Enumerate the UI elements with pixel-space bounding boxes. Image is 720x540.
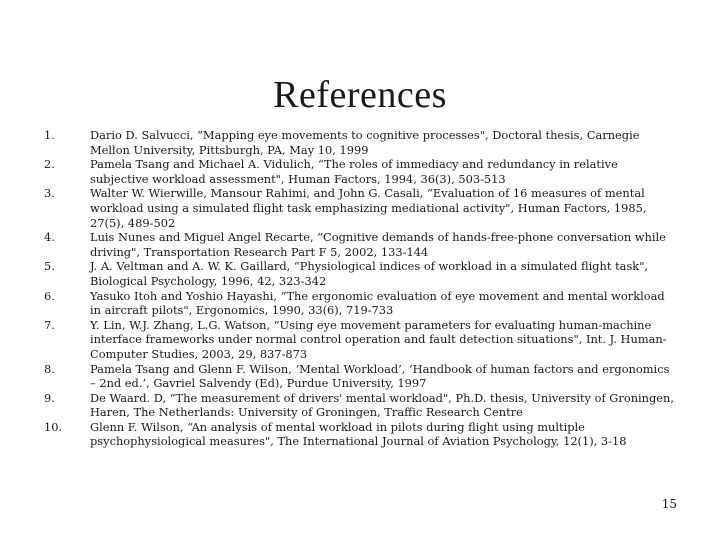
reference-number: 8.	[44, 361, 55, 376]
list-item	[44, 128, 676, 157]
reference-number: 10.	[44, 419, 63, 434]
reference-number: 2.	[44, 157, 55, 172]
list-item	[44, 289, 676, 318]
reference-text: De Waard. D, “The measurement of drivers' mental workload", Ph.D. thesis, University of Groningen, Haren, The Netherlands: University of Groningen, Traffic Research Centre	[90, 390, 674, 420]
reference-number: 9.	[44, 390, 55, 405]
reference-text: Y. Lin, W.J. Zhang, L.G. Watson, “Using eye movement parameters for evaluating human-machine interface frameworks under normal control operation and fault detection situations", Int. J. Human-Computer Studies, 2003, 29, 837-873	[90, 317, 667, 361]
list-item	[44, 391, 676, 420]
list-item	[44, 186, 676, 230]
reference-list	[44, 128, 676, 449]
reference-text: Luis Nunes and Miguel Angel Recarte, “Cognitive demands of hands-free-phone conversation while driving", Transportation Research Part F 5, 2002, 133-144	[90, 230, 666, 259]
list-item	[44, 420, 676, 449]
list-item	[44, 318, 676, 362]
reference-number: 1.	[44, 128, 55, 142]
reference-text: Walter W. Wierwille, Mansour Rahimi, and John G. Casali, “Evaluation of 16 measures of mental workload using a simulated flight task emphasizing mediational activity", Human Factors, 1985, 27(5), 489-502	[90, 186, 647, 230]
reference-text: J. A. Veltman and A. W. K. Gaillard, “Physiological indices of workload in a simulated flight task", Biological Psychology, 1996, 42, 323-342	[90, 259, 649, 288]
reference-number: 6.	[44, 288, 55, 303]
reference-number: 3.	[44, 186, 55, 201]
reference-text: Glenn F. Wilson, “An analysis of mental workload in pilots during flight using multiple psychophysiological measures", The International Journal of Aviation Psychology, 12(1), 3-18	[90, 419, 627, 449]
reference-text: Dario D. Salvucci, “Mapping eye movements to cognitive processes", Doctoral thesis, Carnegie Mellon University, Pittsburgh, PA, May 10, 1999	[90, 128, 640, 157]
list-item	[44, 362, 676, 391]
page-title: References	[273, 74, 447, 117]
reference-number: 4.	[44, 230, 55, 245]
reference-text: Pamela Tsang and Michael A. Vidulich, “The roles of immediacy and redundancy in relative subjective workload assessment", Human Factors, 1994, 36(3), 503-513	[90, 157, 618, 186]
list-item	[44, 157, 676, 186]
reference-text: Pamela Tsang and Glenn F. Wilson, ‘Mental Workload’, ‘Handbook of human factors and ergonomics – 2nd ed.’, Gavriel Salvendy (Ed), Purdue University, 1997	[90, 361, 670, 391]
reference-number: 7.	[44, 317, 55, 332]
list-item	[44, 230, 676, 259]
list-item	[44, 259, 676, 288]
page-number: 15	[661, 497, 677, 511]
reference-text: Yasuko Itoh and Yoshio Hayashi, “The ergonomic evaluation of eye movement and mental workload in aircraft pilots", Ergonomics, 1990, 33(6), 719-733	[90, 288, 665, 318]
reference-number: 5.	[44, 259, 55, 274]
